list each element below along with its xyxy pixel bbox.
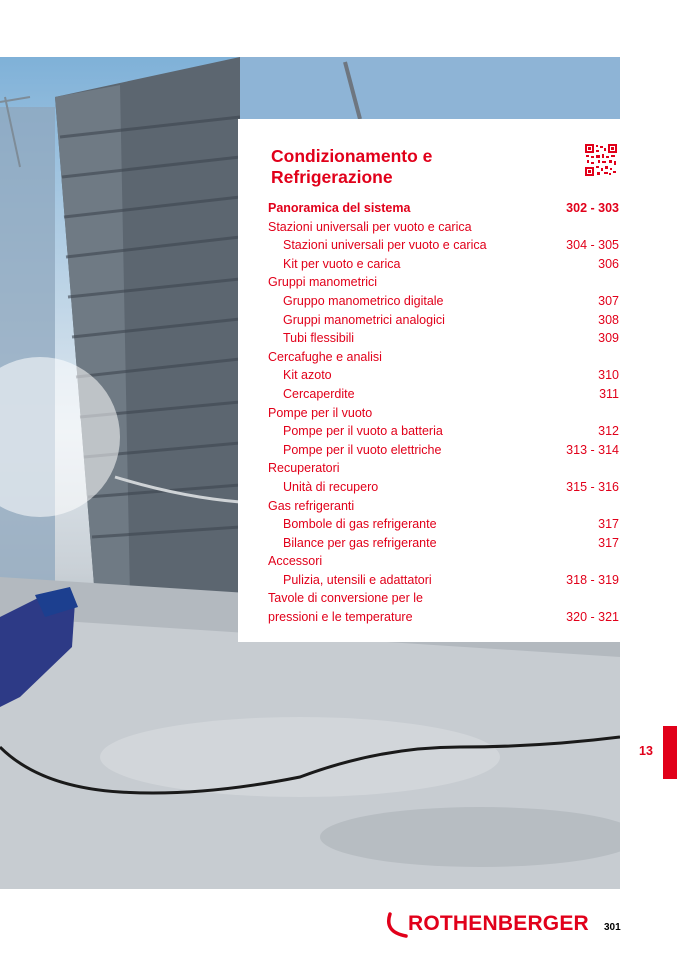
toc-entry-page: 310: [598, 368, 619, 383]
toc-entry-label: Kit per vuoto e carica: [283, 256, 401, 271]
toc-entry[interactable]: [268, 199, 619, 218]
toc-entry-label: Pulizia, utensili e adattatori: [283, 572, 432, 587]
toc-entry-page: 308: [598, 312, 619, 327]
chapter-tab-marker: [663, 726, 677, 779]
table-of-contents: [268, 199, 619, 627]
toc-entry-page: 315 - 316: [566, 479, 619, 494]
toc-entry-label: Pompe per il vuoto: [268, 405, 373, 420]
toc-entry-label: Stazioni universali per vuoto e carica: [268, 219, 472, 234]
toc-entry-page: 311: [599, 386, 619, 401]
logo-text: ROTHENBERGER: [408, 912, 589, 935]
toc-entry-label: Recuperatori: [268, 461, 340, 476]
toc-entry[interactable]: [268, 515, 619, 534]
toc-entry[interactable]: [268, 348, 619, 367]
toc-entry-label: Panoramica del sistema: [268, 201, 411, 215]
toc-entry-label: Gruppo manometrico digitale: [283, 293, 444, 308]
toc-entry-label: Pompe per il vuoto a batteria: [283, 424, 443, 439]
toc-entry[interactable]: [268, 422, 619, 441]
toc-entry-label: Cercaperdite: [283, 386, 355, 401]
toc-entry[interactable]: [268, 534, 619, 553]
toc-entry-page: 302 - 303: [566, 201, 619, 215]
section-title: Condizionamento e Refrigerazione: [271, 146, 433, 187]
toc-entry[interactable]: [268, 255, 619, 274]
toc-entry-label: Cercafughe e analisi: [268, 349, 382, 364]
toc-entry[interactable]: [268, 366, 619, 385]
qr-code-icon[interactable]: [585, 144, 617, 176]
toc-entry-page: 304 - 305: [566, 238, 619, 253]
toc-entry-label: Stazioni universali per vuoto e carica: [283, 238, 487, 253]
toc-entry[interactable]: [268, 441, 619, 460]
logo-swoosh-icon: [386, 912, 410, 940]
toc-entry-label: Gas refrigeranti: [268, 498, 355, 513]
page-number: 301: [604, 922, 621, 933]
toc-entry-label: Bombole di gas refrigerante: [283, 517, 437, 532]
toc-entry[interactable]: [268, 311, 619, 330]
toc-entry[interactable]: [268, 571, 619, 590]
toc-entry-page: 312: [598, 424, 619, 439]
toc-entry[interactable]: [268, 459, 619, 478]
toc-entry[interactable]: [268, 385, 619, 404]
toc-entry-page: 307: [598, 293, 619, 308]
toc-entry[interactable]: [268, 404, 619, 423]
content-panel: [238, 119, 620, 642]
toc-entry-label: Pompe per il vuoto elettriche: [283, 442, 442, 457]
toc-entry-page: 309: [598, 331, 619, 346]
toc-entry-page: 320 - 321: [566, 610, 619, 625]
toc-entry-label: Kit azoto: [283, 368, 332, 383]
toc-entry[interactable]: [268, 497, 619, 516]
toc-entry-label: Gruppi manometrici analogici: [283, 312, 445, 327]
toc-entry-page: 317: [598, 535, 619, 550]
toc-entry[interactable]: [268, 273, 619, 292]
toc-entry-label: Tavole di conversione per le: [268, 591, 423, 606]
toc-entry-label: Tubi flessibili: [283, 331, 355, 346]
toc-entry[interactable]: [268, 292, 619, 311]
toc-entry[interactable]: [268, 608, 619, 627]
toc-entry-label: pressioni e le temperature: [268, 610, 413, 625]
toc-entry[interactable]: [268, 236, 619, 255]
toc-entry[interactable]: [268, 589, 619, 608]
toc-entry-label: Unità di recupero: [283, 479, 379, 494]
toc-entry[interactable]: [268, 218, 619, 237]
toc-entry[interactable]: [268, 478, 619, 497]
toc-entry-label: Accessori: [268, 554, 323, 569]
toc-entry[interactable]: [268, 329, 619, 348]
toc-entry-label: Bilance per gas refrigerante: [283, 535, 437, 550]
toc-entry-page: 317: [598, 517, 619, 532]
toc-entry-page: 318 - 319: [566, 572, 619, 587]
toc-entry-page: 313 - 314: [566, 442, 619, 457]
toc-entry-label: Gruppi manometrici: [268, 275, 378, 290]
toc-entry-page: 306: [598, 256, 619, 271]
toc-entry[interactable]: [268, 552, 619, 571]
chapter-tab-number: 13: [639, 744, 653, 758]
